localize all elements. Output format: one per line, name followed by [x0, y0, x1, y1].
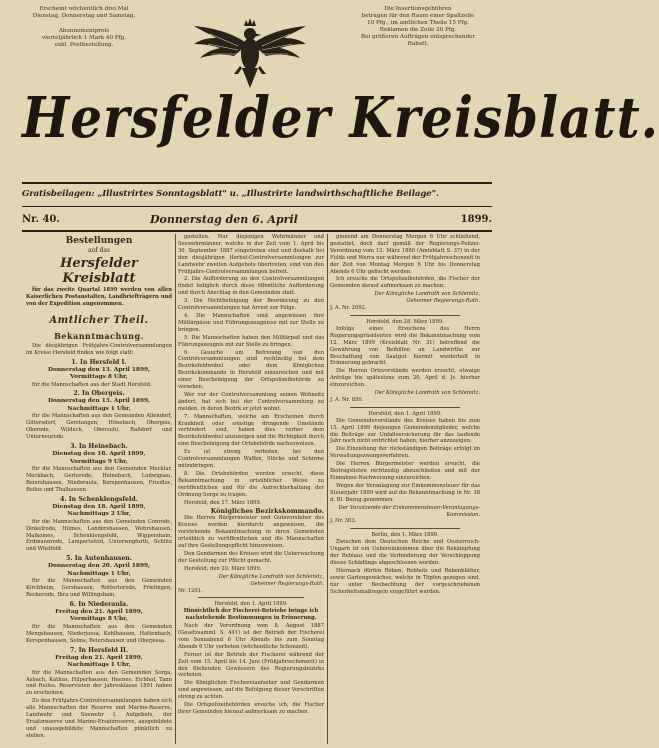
- col2-reference-number: Nr. 1201.: [178, 587, 203, 594]
- entry-6-time: Vormittags 8 Uhr,: [70, 616, 128, 623]
- entry-2-date: Donnerstag den 13. April 1899,: [47, 398, 151, 405]
- order-paper-name: Hersfelder Kreisblatt: [60, 256, 138, 286]
- col2-para-5: 5. Die Mannschaften haben den Militärpaß und das Führungszeugnis mit zur Stelle zu bringen.: [178, 334, 324, 348]
- fees-title: Die Insertionsgebühren: [384, 6, 452, 12]
- divider: [350, 315, 460, 316]
- entry-2-time: Nachmittags 1 Uhr,: [67, 405, 131, 412]
- col2-para-2: 2. Die Aufforderung zu den Controlversammlungen findet lediglich durch diese öffentliche Aufforderung und durch Anschlag in den Gemeinden statt.: [178, 276, 324, 297]
- col3-para-5: Die Gemeindevorstände des Kreises haben bis zum 15. April 1899 diejenigen Gemeindemitglieder, welche die Beiträge zur Unfallversicherung für das laufende Jahr noch nicht entrichtet haben, hierher anzuzeigen.: [330, 417, 480, 445]
- issue-number: Nr. 40.: [22, 214, 60, 225]
- entry-5-date: Donnerstag den 20. April 1899,: [47, 563, 151, 570]
- dateline: [22, 212, 492, 228]
- order-heading: Bestellungen: [65, 236, 133, 246]
- col3-place-date: Hersfeld, den 28. März 1899.: [366, 318, 444, 325]
- entry-2-title: 2. In Obergeis.: [73, 390, 125, 398]
- entry-7-title: 7. In Hersfeld II.: [69, 646, 129, 654]
- col2-para-4: 4. Die Mannschaften sind angewiesen ihre Militärpässe und Führungszeugnisse mit zur Stelle zu bringen.: [178, 312, 324, 333]
- publication-frequency: Erscheint wöchentlich drei Mal: [39, 6, 129, 12]
- fees-line-2: betragen für den Raum einer Spaltzeile: [361, 13, 475, 19]
- col2-para-12: Den Gendarmen des Kreises wird die Ueberwachung der Gestellung zur Pflicht gemacht.: [178, 550, 324, 564]
- entry-6-text: für die Mannschaften aus den Gemeinden Mengshausen, Niederjossa, Kohlhausen, Hattenbach, Kerspenhausen, Solms, Beiershausen und Oberjossa.: [26, 623, 172, 644]
- col3-landrat-title: Geheimer Regierungs-Rath.: [406, 298, 480, 305]
- issue-year: 1899.: [460, 214, 492, 225]
- eagle-emblem-icon: [190, 4, 310, 92]
- issue-date: Donnerstag den 6. April: [150, 213, 298, 226]
- col3-place-date-2: Hersfeld, den 1. April 1899.: [368, 410, 442, 417]
- order-text: für das zweite Quartal 1899 werden von allen Kaiserlichen Postanstalten, Landbriefträgern und von der Expedition angenommen.: [26, 287, 172, 307]
- col2-para-1: gestellen. Nur diejenigen Wehrmänner und Seewehrmänner, welche in der Zeit vom 1. April bis 30. September 1887 eingetreten sind und deshalb bei den diesjährigen Herbst-Controlversammlungen zur Landwehr zweiten Aufgebots übertreten, sind von den Frühjahrs-Controlversammlungen befreit.: [178, 234, 324, 275]
- fees-line-3: 10 Pfg., im amtlichen Theile 15 Pfg.: [367, 20, 469, 26]
- col3-reference-number: J. A. Nr. 2092.: [330, 305, 367, 312]
- entry-1-text: für die Mannschaften aus der Stadt Hersfeld.: [32, 381, 152, 388]
- col3-para-4: Die Herren Ortsvorstände werden ersucht, etwaige Anträge bis spätestens zum 20. April d. Js. hierher einzureichen.: [330, 368, 480, 389]
- entry-3-time: Vormittags 9 Uhr,: [70, 458, 128, 465]
- entry-8-text: Zu den Frühjahrs-Controlversammlungen haben sich alle Mannschaften der Reserve und Marine-Reserve, Landwehr und Seewehr I. Aufgebots, der Ersatzreserve und Marine-Ersatzreserve, ausgebildete und unausgebildete Mannschaften pünktlich zu stellen.: [26, 698, 172, 739]
- divider: [198, 597, 304, 598]
- column-1: [26, 234, 172, 744]
- col3-para-2: Ich ersuche die Ortspolizeibehörden, die Fischer der Gemeinden darauf aufmerksam zu machen.: [330, 276, 480, 290]
- col3-para-9: Zwischen dem Deutschen Reiche und Oesterreich-Ungarn ist ein Uebereinkommen über die Bekämpfung der Reblaus und die Verhinderung der Verschleppung dieses Schädlings abgeschlossen worden.: [330, 539, 480, 566]
- supplements-line: [22, 188, 492, 200]
- entry-7-text: für die Mannschaften aus den Gemeinden Sorga, Asbach, Kathus, Hilperhausen, Heenes, Eichhof, Tann und Reilos. Reservisten der Jahresklasse 1891 haben zu erscheinen.: [26, 669, 172, 697]
- col3-landrat-signature-2: Der Königliche Landrath von Schleinitz.: [374, 390, 480, 397]
- fishery-heading: Hinsichtlich der Fischerei-Betriebe bringe ich nachstehende Bestimmungen in Erinnerung.: [183, 608, 319, 622]
- col3-commission-signature: Der Vorsitzende der Einkommensteuer-Veranlagungs-Kommission.: [338, 504, 480, 518]
- entry-1-title: 1. In Hersfeld I.: [71, 358, 127, 366]
- column-2: [178, 234, 324, 744]
- divider: [350, 528, 460, 529]
- bezirkskommando-signature: Königliches Bezirkskommando.: [210, 507, 324, 516]
- col2-para-8: 7. Mannschaften, welche am Erscheinen durch Krankheit oder sonstige dringende Umstände verhindert sind, haben dies vorher dem Bezirksfeldwebel anzuzeigen und die Richtigkeit durch eine Bescheinigung der Ortsbehörde nachzuweisen.: [178, 413, 324, 448]
- col3-reference-number-3: J. Nr. 303.: [330, 518, 357, 525]
- entry-5-text: für die Mannschaften aus den Gemeinden Kirchheim, Gershausen, Rotterterode, Frielingen, Reckerode, Ibra und Willingshain.: [26, 578, 172, 599]
- publication-days: Dienstag, Donnerstag und Samstag.: [32, 13, 136, 19]
- landrat-title: Geheimer Regierungs-Rath.: [250, 580, 324, 587]
- col3-landrat-signature: Der Königliche Landrath von Schleinitz,: [374, 291, 480, 298]
- col2-para-16: Die Ortspolizeibehörden ersuche ich, die Fischer ihrer Gemeinden hierauf aufmerksam zu machen.: [178, 702, 324, 715]
- landrat-signature: Der Königliche Landrath von Schleinitz,: [218, 573, 324, 580]
- col3-para-7: Die Herren Bürgermeister werden ersucht, die Beitragslisten rechtzeitig abzuschließen und mit der Einnahme-Nachweisung einzureichen.: [330, 461, 480, 481]
- col2-place-date-3: Hersfeld, den 1. April 1899.: [214, 601, 288, 608]
- subscription-price-label: Abonnementpreis: [58, 28, 110, 34]
- divider: [350, 407, 460, 408]
- entry-4-text: für die Mannschaften aus den Gemeinden Conrode, Dinkelrode, Hilmes, Landershausen, Wehrshausen, Malkomes, Schenklengsfeld, Wippershain, Erdmannrode, Lampertsfeld, Unterwegfurth, Schlitz und Wüstfeld.: [26, 518, 172, 553]
- col3-para-3: Infolge eines Ersuchens des Herrn Regierungspräsidenten wird die Bekanntmachung vom 12. März 1899 (Kreisblatt Nr. 31) betreffend die Gewährung von Beihilfen an Landwirthe zur Beschaffung von Saatgut hiermit wiederholt in Erinnerung gebracht.: [330, 325, 480, 367]
- col2-para-10: 8. Die Ortsbehörden werden ersucht, diese Bekanntmachung in ortsüblicher Weise zu veröffentlichen und für die Aufrechterhaltung der Ordnung Sorge zu tragen.: [178, 470, 324, 498]
- col3-para-8: Wegen der Veranlagung zur Einkommensteuer für das Steuerjahr 1899 wird auf die Bekanntmachung in Nr. 38 d. Bl. Bezug genommen.: [330, 482, 480, 503]
- entry-4-time: Nachmittags 2 Uhr,: [67, 511, 131, 518]
- subscription-price: vierteljährlich 1 Mark 40 Pfg.: [41, 35, 127, 41]
- column-divider-1: [175, 234, 176, 744]
- supplements-text: Gratisbeilagen: „Illustrirtes Sonntagsblatt" u. „Illustrirte landwirthschaftliche Beilage".: [22, 189, 439, 199]
- fees-reklamen: Reklamen die Zeile 20 Pfg.: [379, 27, 457, 33]
- entry-6-date: Freitag den 21. April 1899,: [55, 608, 143, 615]
- subscription-info-box: [28, 6, 140, 86]
- postage-note: exkl. Postbestellung.: [54, 42, 114, 48]
- entry-7-date: Freitag den 21. April 1899,: [55, 654, 143, 661]
- entry-6-title: 6. In Niederaula.: [69, 600, 129, 608]
- col2-para-14: Ferner ist der Betrieb der Fischerei während der Zeit vom 15. April bis 14. Juni (Frühjahrsschonzeit) in den fließenden Gewässern des Regierungsbezirks verboten.: [178, 651, 324, 679]
- col2-para-3: 3. Die Nichtbefolgung der Beorderung zu den Controlversammlungen hat Arrest zur Folge.: [178, 298, 324, 312]
- col2-para-7: Wer vor der Controlversammlung seinen Wohnsitz ändert, hat sich bei der Controlversammlung zu melden, in deren Bezirk er jetzt wohnt.: [178, 391, 324, 412]
- entry-2-text: für die Mannschaften aus den Gemeinden Allendorf, Gittersdorf, Gerstungen, Hönebach, Obergeis, Oberode, Wildeck, Obersuhl, Raßdorf und Unterneurode.: [26, 413, 172, 441]
- col2-place-date: Hersfeld, den 17. März 1899.: [184, 499, 262, 506]
- col2-para-6: 6. Gesuche um Befreiung von den Controlversammlungen sind rechtzeitig bei dem Bezirksfeldwebel oder dem Königlichen Bezirkskommando in Hersfeld einzureichen und mit einer Bescheinigung der Ortspolizeibehörde zu versehen.: [178, 349, 324, 391]
- announcement-heading: Bekanntmachung.: [54, 330, 144, 341]
- insertion-fees-box: [358, 6, 478, 86]
- col3-para-6: Die Einziehung der rückständigen Beiträge erfolgt im Verwaltungszwangsverfahren.: [330, 446, 480, 460]
- col3-reference-number-2: J. A. Nr. 850.: [330, 396, 364, 403]
- col2-para-15: Die Königlichen Fischereiaufseher und Gendarmen sind angewiesen, auf die Befolgung dieser Vorschriften streng zu achten.: [178, 680, 324, 701]
- col3-place-date-3: Berlin, den 1. März 1899.: [371, 532, 439, 539]
- entry-4-date: Dienstag den 18. April 1899,: [52, 503, 146, 510]
- col2-para-11: Die Herren Bürgermeister und Gutsvorsteher des Kreises werden hierdurch angewiesen, die vorstehende Bekanntmachung in ihren Gemeinden ortsüblich zu veröffentlichen und die Mannschaften auf ihre Gestellungspflicht hinzuweisen.: [178, 515, 324, 550]
- fees-rabatt: Rabatt.: [407, 41, 429, 47]
- column-3: [330, 234, 480, 744]
- entry-3-title: 3. In Heinebach.: [70, 443, 128, 451]
- entry-5-time: Nachmittags 1 Uhr,: [67, 570, 131, 577]
- entry-1-date: Donnerstag den 13. April 1899,: [47, 366, 151, 373]
- newspaper-masthead: Hersfelder Kreisblatt.: [22, 84, 659, 151]
- entry-3-text: für die Mannschaften aus den Gemeinden Mecklar, Meckbach, Gerterode, Heinebach, Ludwigsau, Beiershausen, Niederaula, Kerspenhausen, Friedlos, Reilos und Thalhausen.: [26, 466, 172, 493]
- official-section-heading: Amtlicher Theil.: [49, 314, 149, 326]
- col2-para-13: Nach der Verordnung vom 8. August 1887 (Gesetzsamml. S. 441) ist der Betrieb der Fischerei vom Sonnabend 6 Uhr Abends bis zum Sonntag Abends 6 Uhr verboten (wöchentliche Schonzeit).: [178, 623, 324, 650]
- top-rule: [22, 182, 492, 184]
- entry-4-title: 4. In Schenklengsfeld.: [60, 495, 138, 503]
- bottom-rule: [22, 230, 492, 232]
- entry-7-time: Nachmittags 1 Uhr,: [67, 662, 131, 669]
- col2-place-date-2: Hersfeld, den 20. März 1899.: [184, 565, 262, 572]
- col2-para-9: Es ist streng verboten, bei den Controlversammlungen Waffen, Stöcke und Schirme mitzubringen.: [178, 449, 324, 469]
- middle-rule: [22, 206, 492, 207]
- order-sub: auf das: [87, 247, 111, 254]
- column-divider-2: [327, 234, 328, 744]
- entry-3-date: Dienstag den 18. April 1899,: [52, 451, 146, 458]
- entry-1-time: Vormittags 8 Uhr,: [70, 374, 128, 381]
- announcement-intro: Die diesjährigen Frühjahrs-Controlversammlungen im Kreise Hersfeld finden wie folgt statt:: [26, 342, 172, 356]
- col3-para-1: ginnend am Donnerstag Morgen 6 Uhr schließend, gestattet, doch darf gemäß der Regierungs-Polizei-Verordnung vom 12. März 1880 (Amtsblatt S. 37) in der Fulda und Werra nur während der Frühjahrsschonzeit in der Zeit von Montag Morgen 6 Uhr bis Donnerstag Abends 6 Uhr gefischt werden.: [330, 234, 480, 275]
- fees-line-5: Bei größeren Aufträgen entsprechender: [360, 34, 476, 40]
- entry-5-title: 5. In Autenhausen.: [66, 555, 132, 563]
- col3-para-10: Hiernach dürfen Reben, Rebholz und Rebenblätter, sowie Gartengewächse, welche in Töpfen gezogen sind, nur unter Beobachtung der vorgeschriebenen Sicherheitsmaßregeln eingeführt werden.: [330, 567, 480, 595]
